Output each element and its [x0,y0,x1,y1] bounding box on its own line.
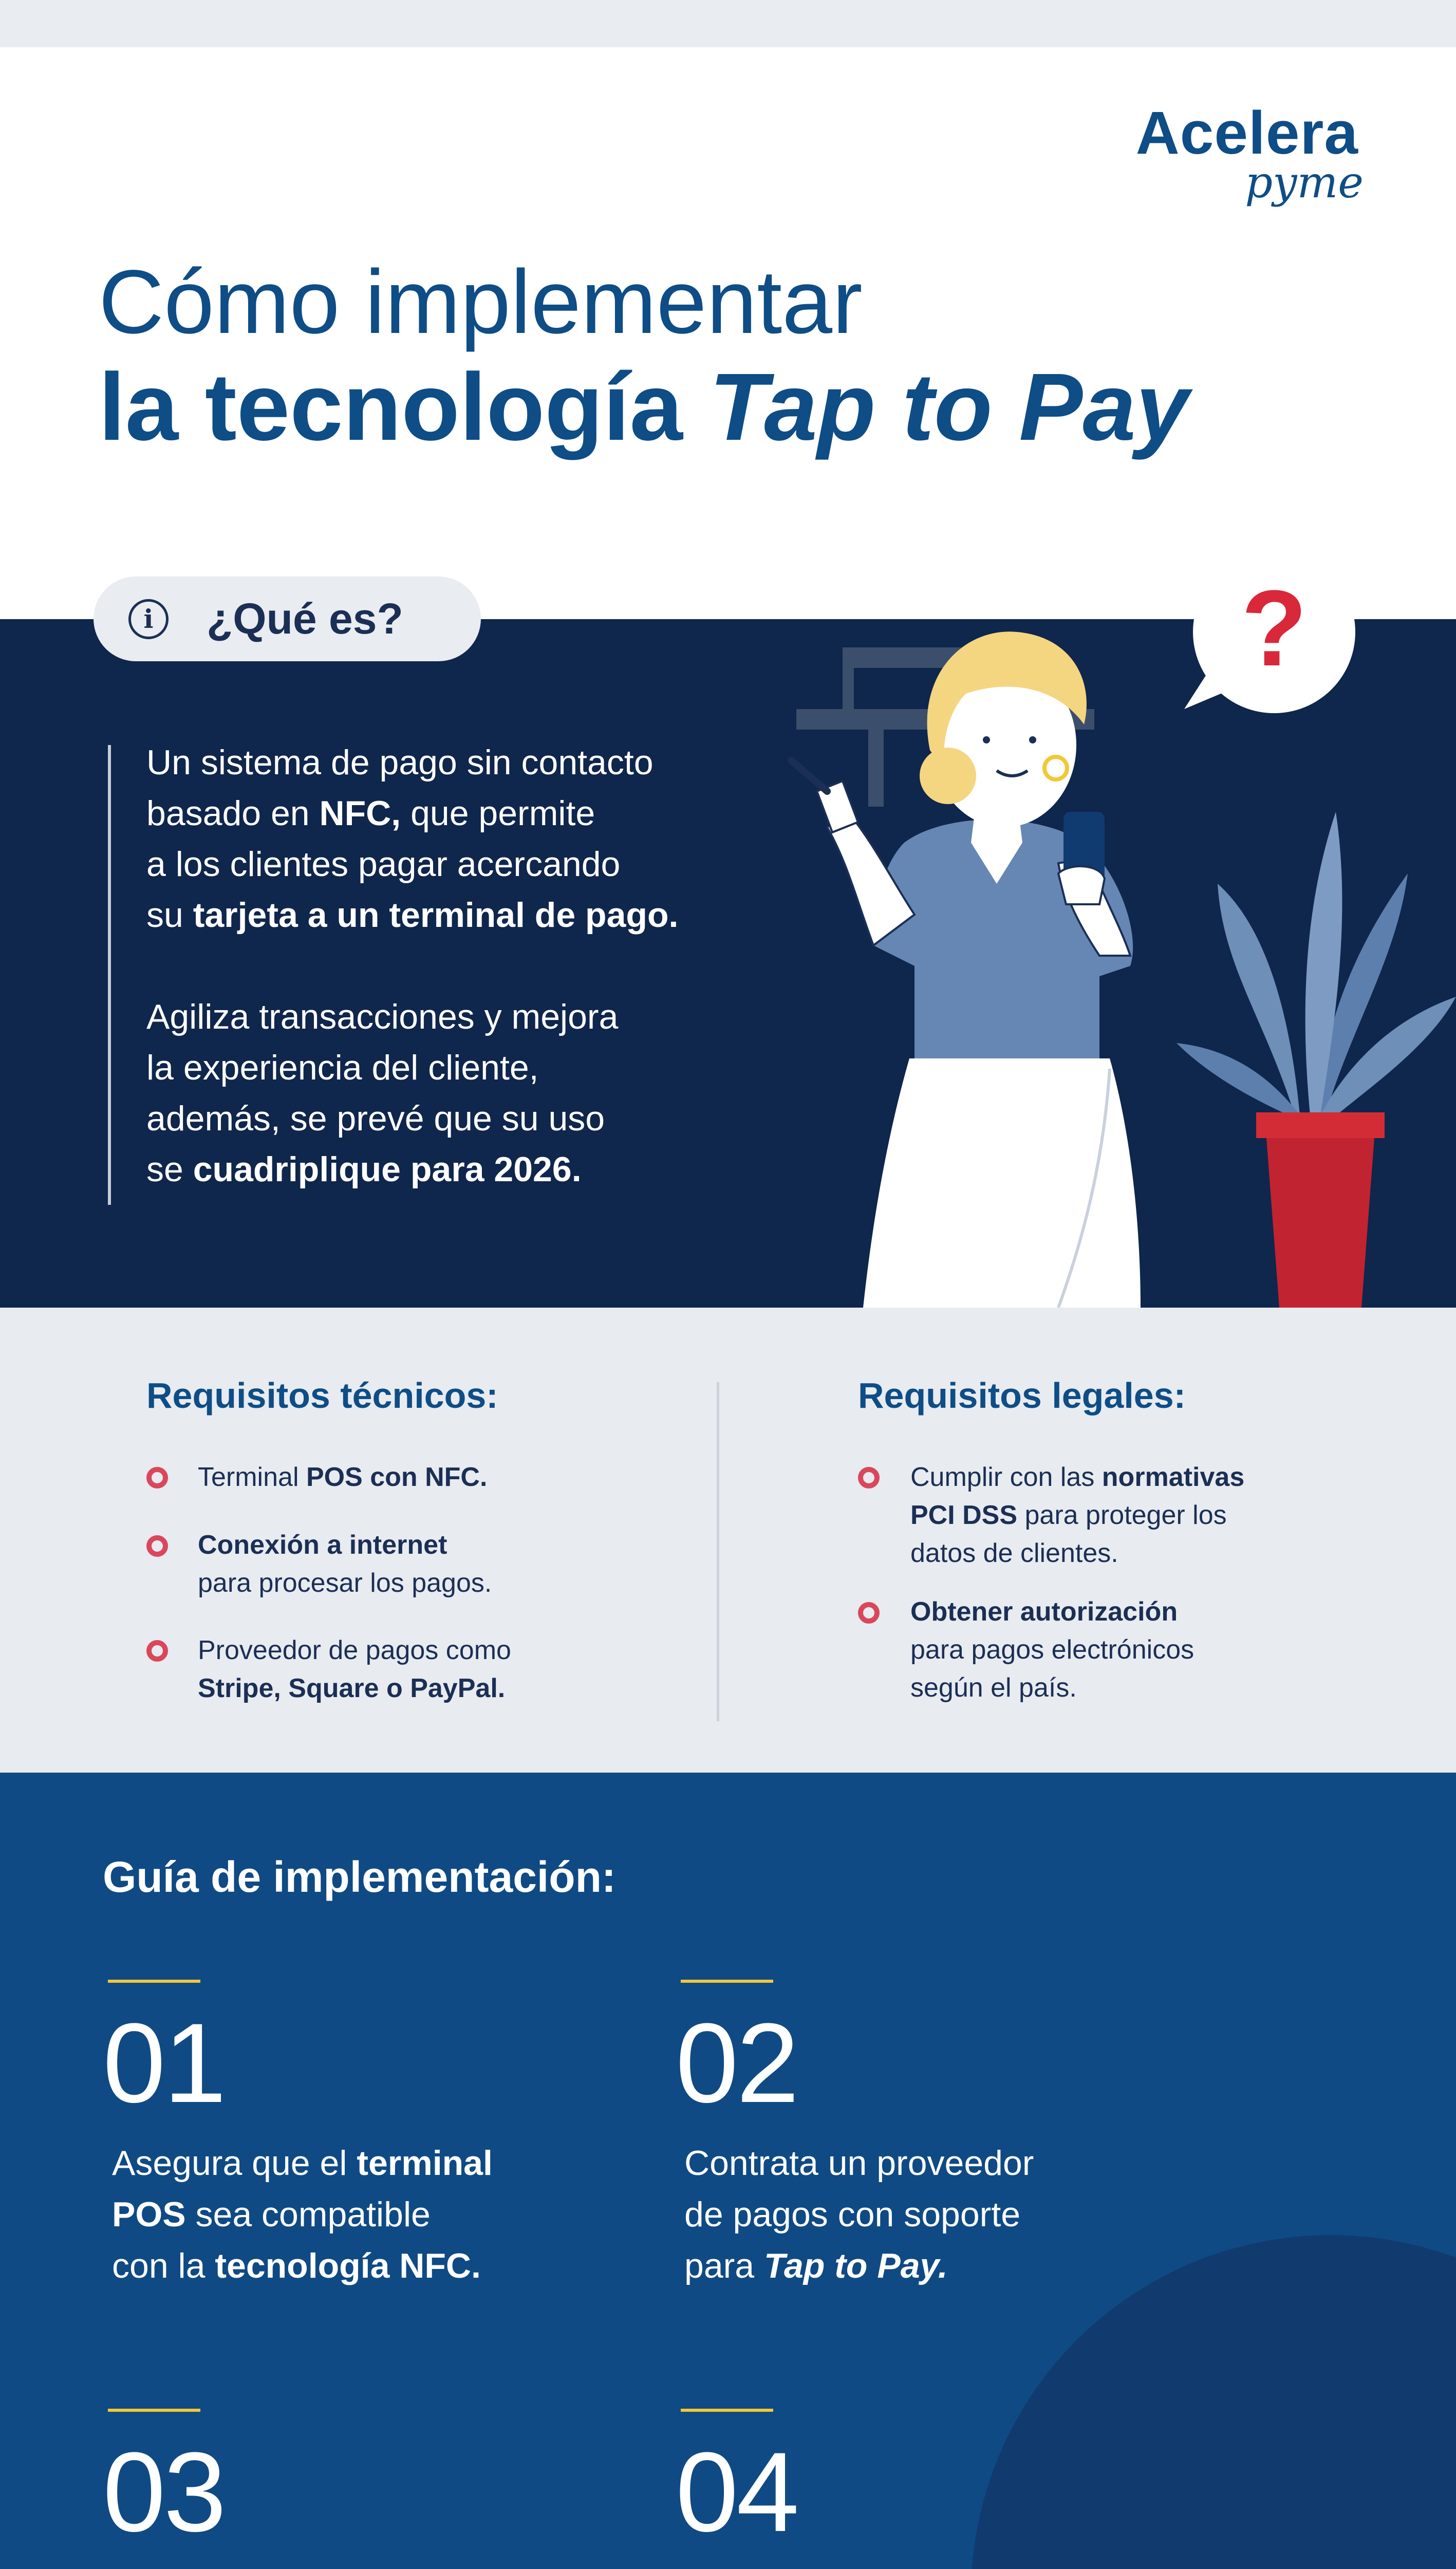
step-number: 01 [103,2000,225,2126]
guide-background-circle [971,2235,1456,2569]
description-line: la experiencia del cliente, [146,1048,539,1087]
step-divider [681,2409,773,2412]
step-text: Asegura que el terminal POS sea compatible con la tecnología NFC. [112,2144,493,2285]
description-paragraph-1 [146,737,678,941]
page-title-line1: Cómo implementar [99,252,863,352]
title-prefix: la tecnología [99,354,710,460]
step-text [112,2566,498,2569]
step-divider [108,2409,200,2412]
requisitos-tecnicos-title: Requisitos técnicos: [146,1375,498,1416]
step-divider [681,1980,773,1983]
step-divider [108,1980,200,1983]
description-line: además, se prevé que su uso [146,1099,605,1138]
bullet-ring-icon [858,1467,880,1488]
requisito-legal-item: Obtener autorización para pagos electrónicos según el país. [910,1597,1194,1703]
acelera-pyme-logo[interactable] [1135,99,1364,208]
bullet-ring-icon [858,1602,880,1624]
description-line: su tarjeta a un terminal de pago. [146,896,679,935]
bullet-ring-icon [146,1640,168,1662]
plant-pot [1256,1112,1385,1138]
page-title-line2 [99,354,1189,460]
description-line: Un sistema de pago sin contacto [146,743,654,782]
description-divider [108,745,111,1205]
requisitos-legales-title: Requisitos legales: [858,1375,1186,1416]
requisitos-divider [717,1382,719,1721]
step-text [684,2566,1063,2569]
woman-skirt [863,1058,1141,1308]
logo-sub-text: pyme [1245,157,1364,208]
description-line: basado en NFC, que permite [146,794,595,833]
requisito-tecnico-item: Proveedor de pagos como Stripe, Square o PayPal. [198,1635,511,1703]
step-text: Contrata un proveedor de pagos con soporte para Tap to Pay. [684,2144,1034,2285]
requisito-legal-item: Cumplir con las normativas PCI DSS para proteger los datos de clientes. [910,1462,1245,1568]
description-line: se cuadriplique para 2026. [146,1150,582,1189]
que-es-label: ¿Qué es? [207,594,403,643]
logo-main-text: Acelera [1135,99,1358,167]
question-mark-icon: ? [1241,568,1308,688]
que-es-pill [94,576,481,661]
guia-title: Guía de implementación: [103,1853,616,1901]
description-line: Agiliza transacciones y mejora [146,997,619,1036]
requisito-tecnico-item: Terminal POS con NFC. [198,1462,488,1492]
top-strip [0,0,1456,47]
bullet-ring-icon [146,1535,168,1557]
step-number: 02 [676,2000,797,2126]
description-line: a los clientes pagar acercando [146,845,621,884]
step-number: 03 [103,2429,225,2555]
bullet-ring-icon [146,1467,168,1488]
step-number: 04 [676,2429,797,2555]
description-paragraph-2 [146,992,618,1195]
woman-phone-illustration [771,555,1456,1308]
title-emphasis: Tap to Pay [709,354,1189,460]
info-icon: i [128,599,169,639]
requisito-tecnico-item: Conexión a internet para procesar los pagos. [198,1530,492,1598]
